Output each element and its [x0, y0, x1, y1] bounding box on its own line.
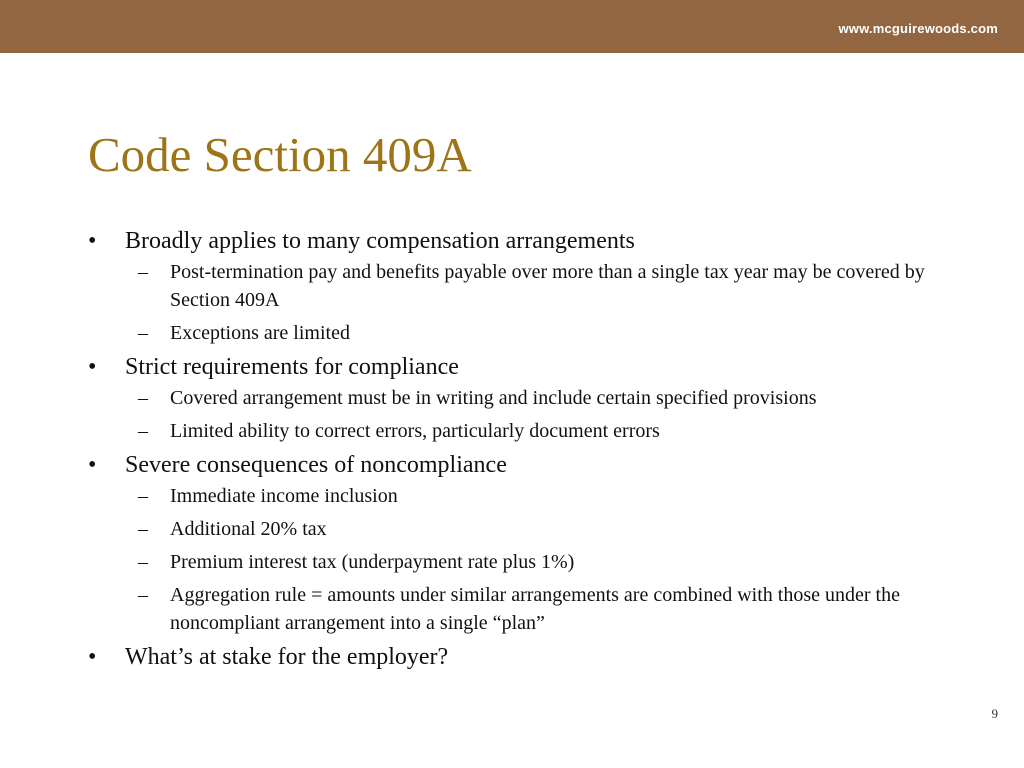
bullet-item	[88, 352, 958, 445]
sub-list	[125, 482, 958, 637]
page-number: 9	[991, 706, 998, 721]
bullet-item	[88, 642, 958, 673]
dash-marker: –	[138, 261, 148, 283]
sub-item	[125, 417, 950, 445]
sub-text: Aggregation rule = amounts under similar arrangements are combined with those under the noncompliant arrangement into a single “plan”	[170, 584, 900, 634]
bullet-text: What’s at stake for the employer?	[125, 644, 449, 670]
sub-item	[125, 548, 950, 576]
dash-marker: –	[138, 420, 148, 442]
dash-marker: –	[138, 551, 148, 573]
bullet-marker: •	[88, 228, 97, 254]
sub-item	[125, 482, 950, 510]
dash-marker: –	[138, 518, 148, 540]
bullet-text: Broadly applies to many compensation arrangements	[125, 228, 635, 254]
bullet-text: Severe consequences of noncompliance	[125, 452, 507, 478]
sub-item	[125, 581, 950, 637]
dash-marker: –	[138, 322, 148, 344]
bullet-list	[88, 226, 958, 676]
bullet-marker: •	[88, 644, 97, 670]
sub-text: Additional 20% tax	[170, 518, 327, 540]
dash-marker: –	[138, 387, 148, 409]
sub-text: Limited ability to correct errors, particularly document errors	[170, 420, 660, 442]
bullet-item	[88, 226, 958, 347]
sub-list	[125, 384, 958, 445]
bullet-marker: •	[88, 354, 97, 380]
slide-title: Code Section 409A	[88, 127, 472, 182]
dash-marker: –	[138, 584, 148, 606]
sub-list	[125, 258, 958, 347]
bullet-marker: •	[88, 452, 97, 478]
sub-text: Premium interest tax (underpayment rate plus 1%)	[170, 551, 575, 573]
sub-text: Covered arrangement must be in writing and include certain specified provisions	[170, 387, 817, 409]
sub-item	[125, 515, 950, 543]
bullet-text: Strict requirements for compliance	[125, 354, 459, 380]
sub-item	[125, 384, 950, 412]
header-bar	[0, 0, 1024, 53]
site-url: www.mcguirewoods.com	[838, 21, 998, 36]
dash-marker: –	[138, 485, 148, 507]
sub-text: Immediate income inclusion	[170, 485, 398, 507]
sub-item	[125, 258, 950, 314]
bullet-item	[88, 450, 958, 637]
sub-text: Exceptions are limited	[170, 322, 350, 344]
sub-text: Post-termination pay and benefits payable over more than a single tax year may be covered by Section 409A	[170, 261, 925, 311]
sub-item	[125, 319, 950, 347]
